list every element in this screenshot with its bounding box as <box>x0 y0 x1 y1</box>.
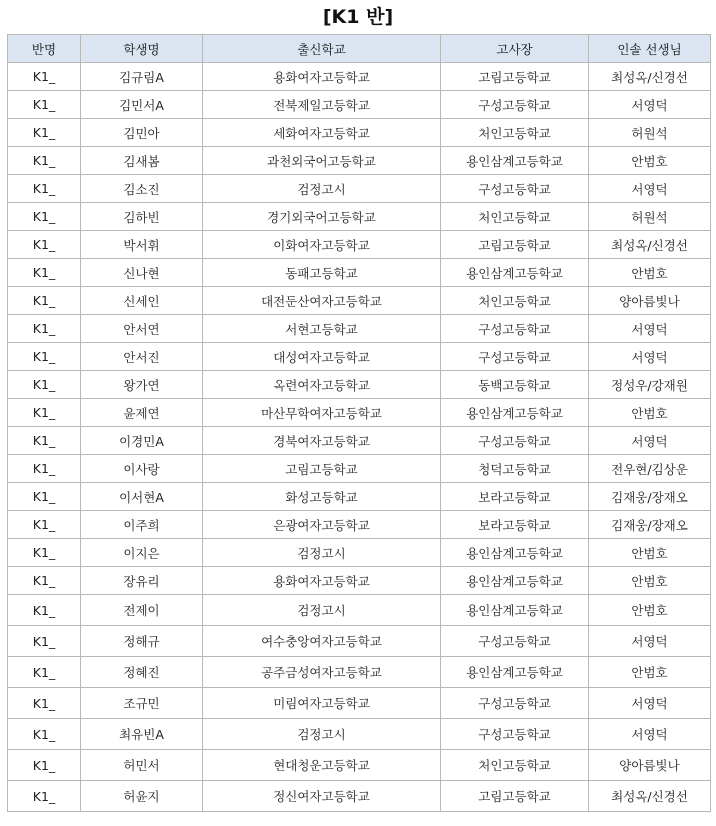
student-name-cell: 김규림A <box>81 63 203 91</box>
student-name-cell: 박서휘 <box>81 231 203 259</box>
table-row <box>8 567 711 595</box>
student-name-cell: 조규민 <box>81 688 203 719</box>
exam-site-cell: 구성고등학교 <box>441 427 589 455</box>
table-row <box>8 455 711 483</box>
exam-site-cell: 용인삼계고등학교 <box>441 595 589 626</box>
teacher-cell: 안범호 <box>589 657 711 688</box>
origin-school-cell: 검정고시 <box>203 539 441 567</box>
exam-site-cell: 보라고등학교 <box>441 483 589 511</box>
table-row <box>8 539 711 567</box>
origin-school-cell: 검정고시 <box>203 719 441 750</box>
teacher-cell: 서영덕 <box>589 343 711 371</box>
exam-site-cell: 구성고등학교 <box>441 315 589 343</box>
header-supervising-teacher: 인솔 선생님 <box>589 35 711 63</box>
student-name-cell: 김민서A <box>81 91 203 119</box>
class-cell: K1_ <box>8 455 81 483</box>
teacher-cell: 서영덕 <box>589 427 711 455</box>
exam-site-cell: 처인고등학교 <box>441 287 589 315</box>
student-name-cell: 김새봄 <box>81 147 203 175</box>
exam-site-cell: 청덕고등학교 <box>441 455 589 483</box>
class-cell: K1_ <box>8 511 81 539</box>
origin-school-cell: 검정고시 <box>203 175 441 203</box>
student-name-cell: 허민서 <box>81 750 203 781</box>
table-row <box>8 371 711 399</box>
class-cell: K1_ <box>8 657 81 688</box>
student-name-cell: 왕가연 <box>81 371 203 399</box>
origin-school-cell: 동패고등학교 <box>203 259 441 287</box>
teacher-cell: 안범호 <box>589 567 711 595</box>
teacher-cell: 서영덕 <box>589 688 711 719</box>
origin-school-cell: 마산무학여자고등학교 <box>203 399 441 427</box>
teacher-cell: 안범호 <box>589 399 711 427</box>
table-row <box>8 315 711 343</box>
teacher-cell: 안범호 <box>589 147 711 175</box>
exam-site-cell: 처인고등학교 <box>441 119 589 147</box>
teacher-cell: 최성옥/신경선 <box>589 231 711 259</box>
origin-school-cell: 검정고시 <box>203 595 441 626</box>
class-cell: K1_ <box>8 371 81 399</box>
student-name-cell: 이경민A <box>81 427 203 455</box>
exam-site-cell: 고림고등학교 <box>441 781 589 812</box>
table-row <box>8 781 711 812</box>
exam-site-cell: 구성고등학교 <box>441 688 589 719</box>
table-row <box>8 719 711 750</box>
teacher-cell: 서영덕 <box>589 626 711 657</box>
origin-school-cell: 미림여자고등학교 <box>203 688 441 719</box>
exam-site-cell: 고림고등학교 <box>441 63 589 91</box>
table-row <box>8 657 711 688</box>
teacher-cell: 안범호 <box>589 539 711 567</box>
table-header-row <box>8 35 711 63</box>
table-row <box>8 483 711 511</box>
exam-site-cell: 용인삼계고등학교 <box>441 259 589 287</box>
class-cell: K1_ <box>8 203 81 231</box>
origin-school-cell: 대전둔산여자고등학교 <box>203 287 441 315</box>
teacher-cell: 안범호 <box>589 595 711 626</box>
origin-school-cell: 고림고등학교 <box>203 455 441 483</box>
origin-school-cell: 이화여자고등학교 <box>203 231 441 259</box>
origin-school-cell: 정신여자고등학교 <box>203 781 441 812</box>
origin-school-cell: 옥련여자고등학교 <box>203 371 441 399</box>
student-name-cell: 정해규 <box>81 626 203 657</box>
origin-school-cell: 경북여자고등학교 <box>203 427 441 455</box>
exam-site-cell: 동백고등학교 <box>441 371 589 399</box>
class-cell: K1_ <box>8 119 81 147</box>
origin-school-cell: 과천외국어고등학교 <box>203 147 441 175</box>
origin-school-cell: 용화여자고등학교 <box>203 63 441 91</box>
teacher-cell: 서영덕 <box>589 91 711 119</box>
exam-site-cell: 용인삼계고등학교 <box>441 399 589 427</box>
exam-site-cell: 고림고등학교 <box>441 231 589 259</box>
teacher-cell: 전우현/김상운 <box>589 455 711 483</box>
class-cell: K1_ <box>8 427 81 455</box>
exam-site-cell: 용인삼계고등학교 <box>441 539 589 567</box>
teacher-cell: 김재웅/장재오 <box>589 483 711 511</box>
student-name-cell: 김하빈 <box>81 203 203 231</box>
student-name-cell: 안서진 <box>81 343 203 371</box>
exam-site-cell: 구성고등학교 <box>441 719 589 750</box>
teacher-cell: 안범호 <box>589 259 711 287</box>
origin-school-cell: 여수충앙여자고등학교 <box>203 626 441 657</box>
exam-site-cell: 구성고등학교 <box>441 626 589 657</box>
table-row <box>8 231 711 259</box>
table-row <box>8 343 711 371</box>
teacher-cell: 서영덕 <box>589 175 711 203</box>
table-row <box>8 203 711 231</box>
origin-school-cell: 용화여자고등학교 <box>203 567 441 595</box>
table-body <box>8 63 711 812</box>
exam-site-cell: 용인삼계고등학교 <box>441 147 589 175</box>
table-row <box>8 119 711 147</box>
class-cell: K1_ <box>8 595 81 626</box>
class-cell: K1_ <box>8 287 81 315</box>
student-name-cell: 장유리 <box>81 567 203 595</box>
class-cell: K1_ <box>8 259 81 287</box>
header-class: 반명 <box>8 35 81 63</box>
student-name-cell: 전제이 <box>81 595 203 626</box>
page-title: [K1 반] <box>322 6 394 28</box>
exam-site-cell: 처인고등학교 <box>441 203 589 231</box>
teacher-cell: 허원석 <box>589 119 711 147</box>
teacher-cell: 서영덕 <box>589 315 711 343</box>
student-name-cell: 김민아 <box>81 119 203 147</box>
student-name-cell: 이서현A <box>81 483 203 511</box>
teacher-cell: 양아름빛나 <box>589 750 711 781</box>
table-row <box>8 427 711 455</box>
class-cell: K1_ <box>8 343 81 371</box>
class-cell: K1_ <box>8 231 81 259</box>
origin-school-cell: 전북제일고등학교 <box>203 91 441 119</box>
table-row <box>8 688 711 719</box>
table-row <box>8 750 711 781</box>
origin-school-cell: 경기외국어고등학교 <box>203 203 441 231</box>
class-cell: K1_ <box>8 483 81 511</box>
table-row <box>8 626 711 657</box>
class-cell: K1_ <box>8 781 81 812</box>
teacher-cell: 정성우/강재원 <box>589 371 711 399</box>
header-exam-site: 고사장 <box>441 35 589 63</box>
class-cell: K1_ <box>8 539 81 567</box>
table-row <box>8 287 711 315</box>
student-name-cell: 신세인 <box>81 287 203 315</box>
class-cell: K1_ <box>8 315 81 343</box>
teacher-cell: 허원석 <box>589 203 711 231</box>
teacher-cell: 최성옥/신경선 <box>589 63 711 91</box>
student-table <box>7 34 711 812</box>
teacher-cell: 최성옥/신경선 <box>589 781 711 812</box>
class-cell: K1_ <box>8 688 81 719</box>
header-student-name: 학생명 <box>81 35 203 63</box>
student-name-cell: 이주희 <box>81 511 203 539</box>
class-cell: K1_ <box>8 147 81 175</box>
class-cell: K1_ <box>8 63 81 91</box>
class-cell: K1_ <box>8 719 81 750</box>
class-cell: K1_ <box>8 399 81 427</box>
exam-site-cell: 구성고등학교 <box>441 175 589 203</box>
class-cell: K1_ <box>8 91 81 119</box>
origin-school-cell: 현대청운고등학교 <box>203 750 441 781</box>
student-name-cell: 정혜진 <box>81 657 203 688</box>
student-name-cell: 이지은 <box>81 539 203 567</box>
student-name-cell: 신나현 <box>81 259 203 287</box>
student-name-cell: 허윤지 <box>81 781 203 812</box>
table-row <box>8 259 711 287</box>
student-name-cell: 최유빈A <box>81 719 203 750</box>
class-cell: K1_ <box>8 175 81 203</box>
teacher-cell: 김재웅/장재오 <box>589 511 711 539</box>
origin-school-cell: 은광여자고등학교 <box>203 511 441 539</box>
student-name-cell: 김소진 <box>81 175 203 203</box>
table-row <box>8 511 711 539</box>
origin-school-cell: 세화여자고등학교 <box>203 119 441 147</box>
class-cell: K1_ <box>8 567 81 595</box>
table-row <box>8 399 711 427</box>
origin-school-cell: 대성여자고등학교 <box>203 343 441 371</box>
exam-site-cell: 용인삼계고등학교 <box>441 567 589 595</box>
student-name-cell: 안서연 <box>81 315 203 343</box>
student-name-cell: 윤제연 <box>81 399 203 427</box>
teacher-cell: 양아름빛나 <box>589 287 711 315</box>
origin-school-cell: 화성고등학교 <box>203 483 441 511</box>
origin-school-cell: 공주금성여자고등학교 <box>203 657 441 688</box>
exam-site-cell: 처인고등학교 <box>441 750 589 781</box>
exam-site-cell: 구성고등학교 <box>441 91 589 119</box>
student-name-cell: 이사랑 <box>81 455 203 483</box>
table-row <box>8 595 711 626</box>
origin-school-cell: 서현고등학교 <box>203 315 441 343</box>
table-row <box>8 175 711 203</box>
header-origin-school: 출신학교 <box>203 35 441 63</box>
exam-site-cell: 보라고등학교 <box>441 511 589 539</box>
class-cell: K1_ <box>8 626 81 657</box>
table-row <box>8 147 711 175</box>
table-row <box>8 63 711 91</box>
exam-site-cell: 구성고등학교 <box>441 343 589 371</box>
table-row <box>8 91 711 119</box>
exam-site-cell: 용인삼계고등학교 <box>441 657 589 688</box>
class-cell: K1_ <box>8 750 81 781</box>
teacher-cell: 서영덕 <box>589 719 711 750</box>
